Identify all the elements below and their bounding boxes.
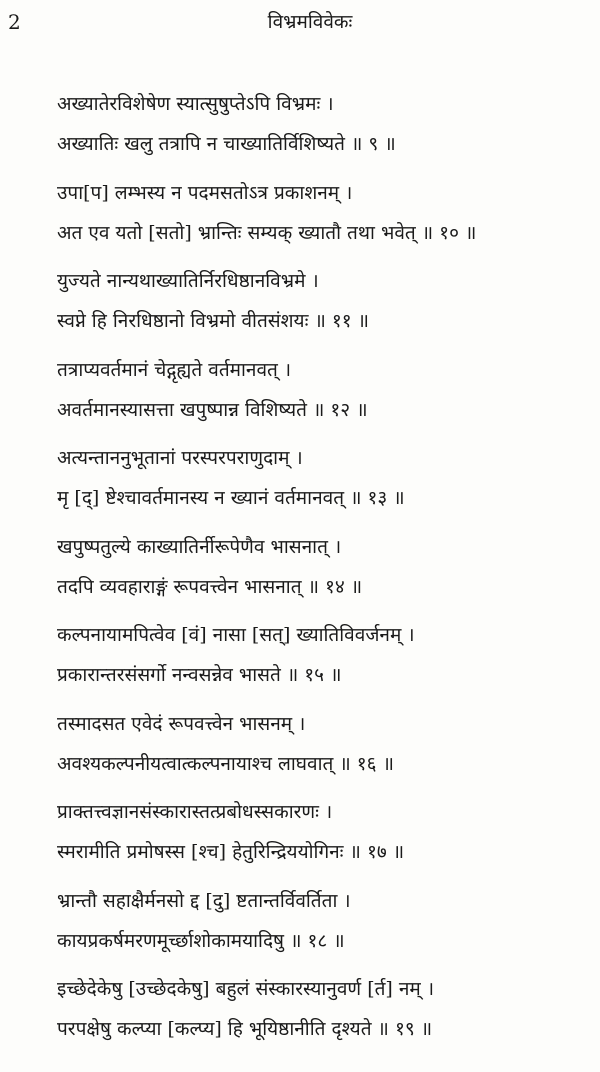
verse-line-1: तस्मादसत एवेदं रूपवत्त्वेन भासनम् । (57, 712, 306, 735)
page-number: 2 (8, 10, 21, 34)
verse-line-2: स्मरामीति प्रमोषस्स [श्च] हेतुरिन्द्रिययोगिनः ॥ १७ ॥ (57, 841, 405, 863)
verse-line-2: तदपि व्यवहाराङ्गं रूपवत्त्वेन भासनात् ॥ १४ ॥ (57, 575, 363, 598)
verse-line-1: अत्यन्ताननुभूतानां परस्परपराणुदाम् । (57, 447, 303, 469)
verse-line-1: प्राक्तत्त्वज्ञानसंस्कारास्तत्प्रबोधस्सकारणः । (57, 801, 333, 823)
verse-line-1: अख्यातेरविशेषेण स्यात्सुषुप्तेऽपि विभ्रमः । (57, 93, 334, 115)
verse-line-2: अत एव यतो [सतो] भ्रान्तिः सम्यक् ख्यातौ तथा भवेत् ॥ १० ॥ (57, 221, 477, 244)
verse-19 (57, 969, 587, 1058)
verse-line-2: अवर्तमानस्यासत्ता खपुष्पान्न विशिष्यते ॥ १२ ॥ (57, 398, 368, 421)
verse-9 (57, 84, 587, 173)
verse-line-2: परपक्षेषु कल्प्या [कल्प्य] हि भूयिष्ठानीति दृश्यते ॥ १९ ॥ (57, 1018, 433, 1040)
verse-17 (57, 792, 587, 881)
verse-12 (57, 350, 587, 439)
verse-line-1: भ्रान्तौ सहाक्षैर्मनसो द्द [दु] ष्टतान्तर्विवर्तिता । (57, 889, 351, 912)
verse-18 (57, 881, 587, 970)
verse-line-2: मृ [द्] ष्टेश्चावर्तमानस्य न ख्यानं वर्तमानवत् ॥ १३ ॥ (57, 487, 405, 509)
verse-14 (57, 527, 587, 616)
verse-line-1: इच्छेदेकेषु [उच्छेदकेषु] बहुलं संस्कारस्यानुवर्ण [र्त] नम् । (57, 978, 435, 1000)
verse-line-2: स्वप्ने हि निरधिष्ठानो विभ्रमो वीतसंशयः ॥ ११ ॥ (57, 310, 370, 332)
verse-list (57, 84, 587, 1058)
verse-line-1: युज्यते नान्यथाख्यातिर्निरधिष्ठानविभ्रमे । (57, 270, 319, 292)
verse-line-1: खपुष्पतुल्ये काख्यातिर्नीरूपेणैव भासनात् । (57, 535, 342, 558)
verse-line-1: उपा[प] लम्भस्य न पदमसतोऽत्र प्रकाशनम् । (57, 181, 353, 204)
verse-16 (57, 704, 587, 793)
verse-line-2: कायप्रकर्षमरणमूर्च्छाशोकामयादिषु ॥ १८ ॥ (57, 929, 345, 952)
verse-line-1: तत्राप्यवर्तमानं चेद्गृह्यते वर्तमानवत् । (57, 358, 292, 381)
verse-line-2: अख्यातिः खलु तत्रापि न चाख्यातिर्विशिष्यते ॥ ९ ॥ (57, 133, 396, 155)
running-head: विभ्रमविवेकः (267, 11, 353, 33)
verse-15 (57, 615, 587, 704)
verse-line-2: अवश्यकल्पनीयत्वात्कल्पनायाश्च लाघवात् ॥ १६ ॥ (57, 752, 394, 775)
verse-11 (57, 261, 587, 350)
verse-line-2: प्रकारान्तरसंसर्गो नन्वसन्नेव भासते ॥ १५ ॥ (57, 664, 342, 686)
verse-10 (57, 173, 587, 262)
verse-13 (57, 438, 587, 527)
verse-line-1: कल्पनायामपित्वेव [वं] नासा [सत्] ख्यातिविवर्जनम् । (57, 624, 415, 646)
